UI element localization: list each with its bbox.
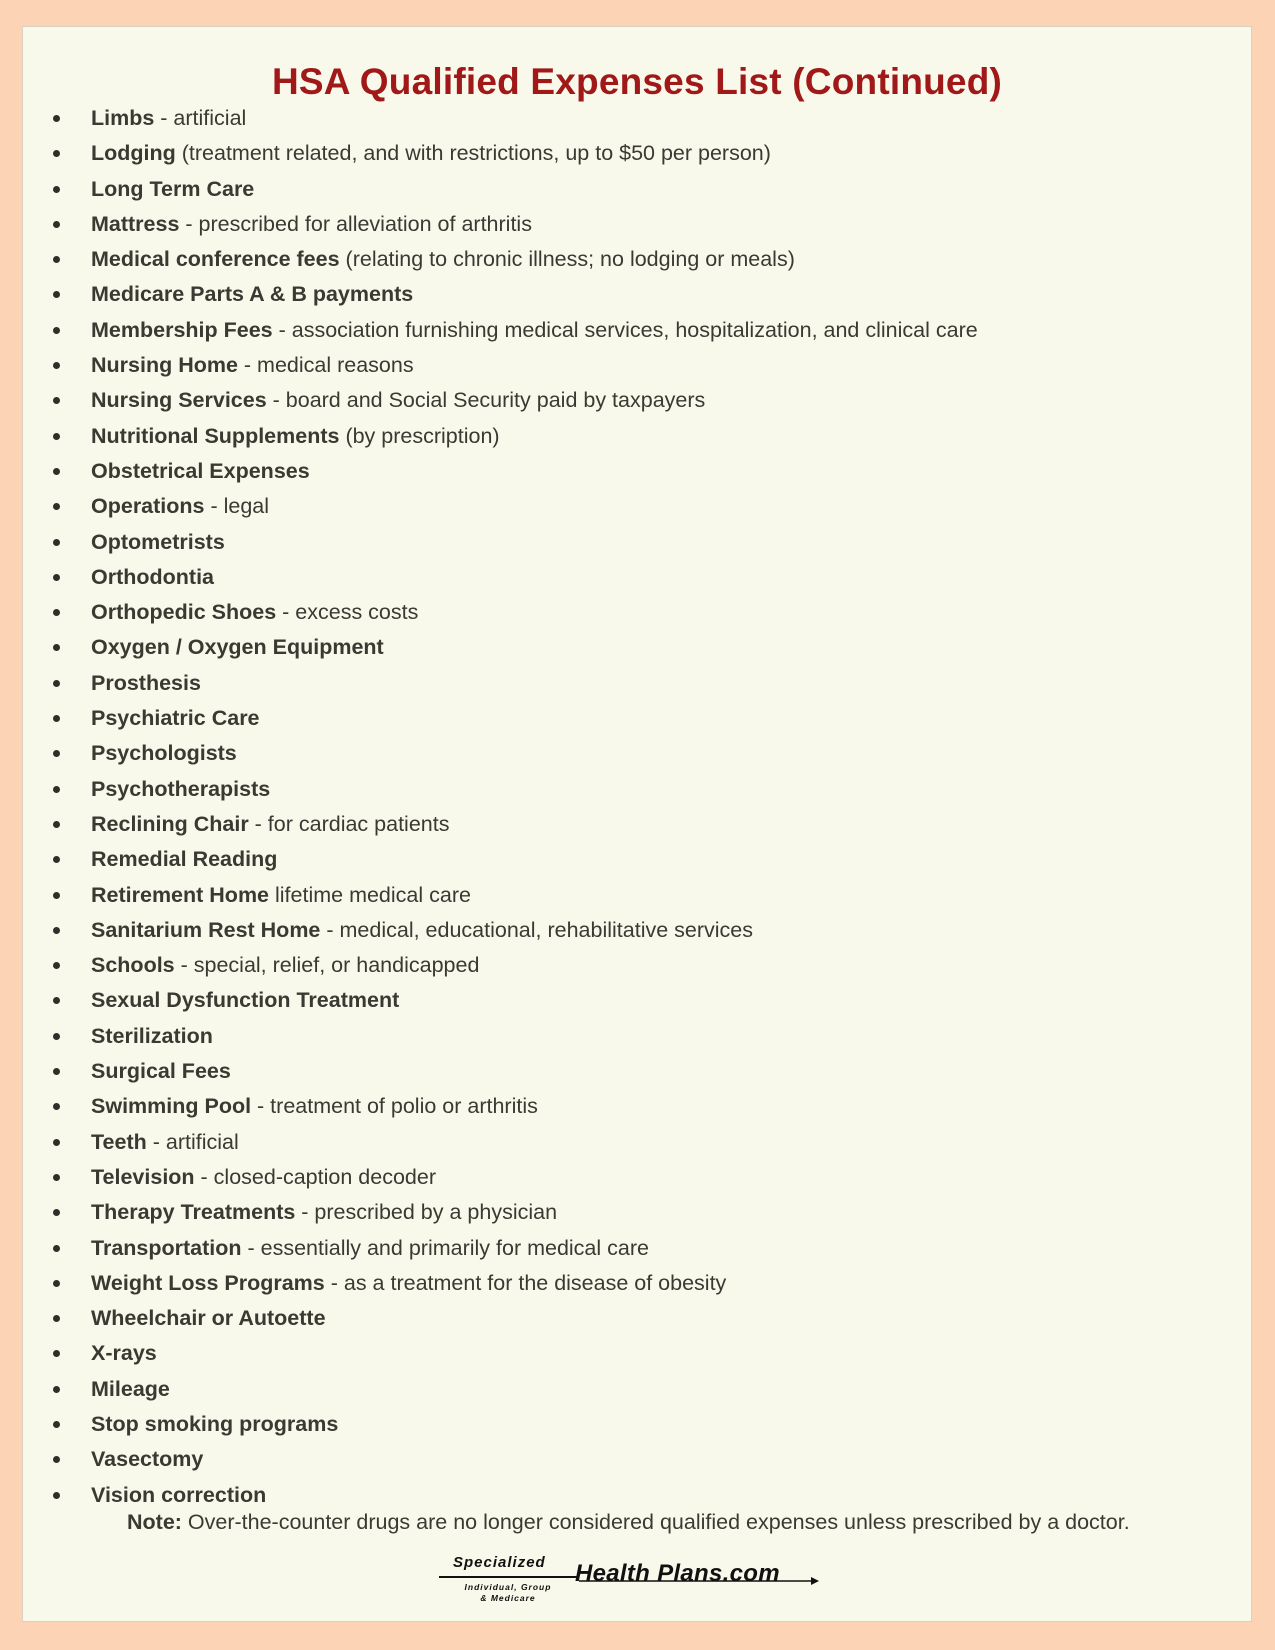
list-item-term: Obstetrical Expenses	[91, 458, 310, 483]
list-item-term: Membership Fees	[91, 317, 273, 342]
bullet-icon	[53, 433, 60, 440]
bullet-icon	[53, 1456, 60, 1463]
list-item-term: Lodging	[91, 141, 176, 166]
bullet-icon	[53, 186, 60, 193]
company-logo	[439, 1552, 839, 1612]
list-item-term: Wheelchair or Autoette	[91, 1306, 326, 1331]
list-item-text	[91, 842, 277, 877]
list-item-text	[91, 277, 413, 312]
list-item-text	[91, 101, 246, 136]
list-item-term: Nursing Home	[91, 353, 238, 378]
list-item-text	[91, 242, 795, 277]
document-page	[22, 26, 1252, 1622]
bullet-icon	[53, 927, 60, 934]
bullet-icon	[53, 680, 60, 687]
list-item-text	[91, 348, 414, 383]
list-item-text	[91, 313, 978, 348]
list-item-term: Nutritional Supplements	[91, 423, 340, 448]
list-item-text	[91, 1160, 436, 1195]
bullet-icon	[53, 1033, 60, 1040]
logo-main-text: Health Plans.com	[575, 1560, 780, 1587]
bullet-icon	[53, 644, 60, 651]
list-item-description: (by prescription)	[339, 423, 500, 448]
bullet-icon	[53, 962, 60, 969]
list-item-term: Therapy Treatments	[91, 1200, 296, 1225]
list-item-term: Limbs	[91, 106, 155, 130]
list-item-description: - artificial	[146, 1129, 239, 1154]
bullet-icon	[53, 1492, 60, 1499]
bullet-icon	[53, 892, 60, 899]
list-item-term: Surgical Fees	[91, 1059, 231, 1084]
list-item-term: Sexual Dysfunction Treatment	[91, 988, 400, 1013]
list-item-text	[91, 1407, 338, 1442]
bullet-icon	[53, 1386, 60, 1393]
bullet-icon	[53, 291, 60, 298]
bullet-icon	[53, 786, 60, 793]
list-item-text	[91, 1266, 726, 1301]
list-item-term: Sanitarium Rest Home	[91, 917, 321, 942]
list-item-description: lifetime medical care	[269, 882, 471, 907]
list-item-term: Psychologists	[91, 741, 237, 766]
list-item-description: - special, relief, or handicapped	[174, 953, 480, 978]
list-item-text	[91, 1301, 326, 1336]
list-item-description: - prescribed by a physician	[295, 1200, 558, 1225]
bullet-icon	[53, 1209, 60, 1216]
list-item-text	[91, 419, 500, 454]
bullet-icon	[53, 221, 60, 228]
list-item-description: - board and Social Security paid by taxpayers	[266, 388, 706, 413]
bullet-icon	[53, 256, 60, 263]
bullet-icon	[53, 1068, 60, 1075]
logo-subtext	[453, 1582, 563, 1604]
list-item-term: Medicare Parts A & B payments	[91, 282, 414, 307]
list-item-text	[91, 1336, 157, 1371]
bullet-icon	[53, 1280, 60, 1287]
list-item-text	[91, 983, 399, 1018]
list-item-text	[91, 560, 214, 595]
list-item-term: Vasectomy	[91, 1447, 204, 1472]
list-item-term: Optometrists	[91, 529, 225, 554]
bullet-icon	[53, 750, 60, 757]
list-item-description: - treatment of polio or arthritis	[251, 1094, 538, 1119]
list-item-text	[91, 913, 753, 948]
list-item-description: (relating to chronic illness; no lodging or meals)	[339, 247, 795, 272]
list-item-text	[91, 383, 705, 418]
list-item-term: Vision correction	[91, 1482, 267, 1507]
bullet-icon	[53, 1174, 60, 1181]
logo-divider	[439, 1576, 579, 1578]
list-item-term: Psychotherapists	[91, 776, 271, 801]
bullet-icon	[53, 1421, 60, 1428]
list-item-text	[91, 878, 471, 913]
list-item-term: X-rays	[91, 1341, 157, 1366]
list-item-description: - essentially and primarily for medical care	[241, 1235, 649, 1260]
list-item-term: Mileage	[91, 1376, 170, 1401]
list-item-term: Operations	[91, 494, 205, 519]
footnote	[127, 1510, 1130, 1535]
list-item-text	[91, 1195, 557, 1230]
list-item-term: Psychiatric Care	[91, 706, 260, 731]
list-item-term: Nursing Services	[91, 388, 267, 413]
list-item-term: Television	[91, 1164, 195, 1189]
list-item-text	[91, 1478, 266, 1513]
bullet-icon	[53, 1139, 60, 1146]
list-item-description: - for cardiac patients	[248, 811, 450, 836]
bullet-icon	[53, 362, 60, 369]
list-item-text	[91, 136, 771, 171]
bullet-icon	[53, 856, 60, 863]
list-item-term: Orthopedic Shoes	[91, 600, 277, 625]
list-item-description: - as a treatment for the disease of obesity	[324, 1270, 727, 1295]
bullet-icon	[53, 1350, 60, 1357]
arrow-icon	[579, 1576, 819, 1586]
list-item-text	[91, 1089, 538, 1124]
bullet-icon	[53, 609, 60, 616]
list-item-text	[91, 948, 479, 983]
list-item-term: Oxygen / Oxygen Equipment	[91, 635, 384, 660]
bullet-icon	[53, 1315, 60, 1322]
list-item-text	[91, 172, 254, 207]
list-item-text	[91, 1442, 203, 1477]
logo-sub-line2: & Medicare	[480, 1593, 536, 1603]
list-item-term: Swimming Pool	[91, 1094, 252, 1119]
list-item-text	[91, 595, 418, 630]
list-item-term: Reclining Chair	[91, 811, 249, 836]
list-item-term: Mattress	[91, 211, 180, 236]
page-title: HSA Qualified Expenses List (Continued)	[271, 61, 1003, 102]
list-item-text	[91, 1372, 170, 1407]
list-item-text	[91, 736, 237, 771]
list-item-term: Teeth	[91, 1129, 147, 1154]
list-item-term: Sterilization	[91, 1023, 213, 1048]
list-item-description: - medical, educational, rehabilitative services	[320, 917, 753, 942]
list-item-text	[91, 807, 449, 842]
list-item-text	[91, 489, 269, 524]
list-item-text	[91, 772, 270, 807]
list-item-term: Long Term Care	[91, 176, 255, 201]
list-item-text	[91, 1231, 649, 1266]
list-item-description: - association furnishing medical services, hospitalization, and clinical care	[272, 317, 978, 342]
list-item-term: Medical conference fees	[91, 247, 340, 272]
bullet-icon	[53, 574, 60, 581]
bullet-icon	[53, 327, 60, 334]
list-item-text	[91, 630, 384, 665]
logo-top-text: Specialized	[453, 1554, 546, 1571]
list-item-text	[91, 1019, 213, 1054]
bullet-icon	[53, 397, 60, 404]
list-item-text	[91, 666, 201, 701]
bullet-icon	[53, 150, 60, 157]
list-item-term: Weight Loss Programs	[91, 1270, 325, 1295]
bullet-icon	[53, 821, 60, 828]
bullet-icon	[53, 1245, 60, 1252]
list-item-description: - medical reasons	[237, 353, 414, 378]
list-item-text	[91, 454, 310, 489]
bullet-icon	[53, 468, 60, 475]
bullet-icon	[53, 115, 60, 122]
list-item-description: - legal	[204, 494, 270, 519]
bullet-icon	[53, 503, 60, 510]
list-item-text	[91, 701, 260, 736]
list-item-term: Orthodontia	[91, 564, 215, 589]
list-item-description: (treatment related, and with restrictions, up to $50 per person)	[175, 141, 771, 166]
list-item-term: Schools	[91, 953, 175, 978]
list-item-text	[91, 207, 532, 242]
note-label: Note:	[127, 1510, 182, 1534]
list-item-term: Stop smoking programs	[91, 1411, 339, 1436]
list-item-text	[91, 1125, 239, 1160]
list-item-term: Retirement Home	[91, 882, 270, 907]
list-item-description: - excess costs	[276, 600, 419, 625]
list-item-term: Prosthesis	[91, 670, 201, 695]
note-text: Over-the-counter drugs are no longer considered qualified expenses unless prescribed by a doctor.	[181, 1510, 1130, 1534]
logo-sub-line1: Individual, Group	[464, 1582, 552, 1592]
bullet-icon	[53, 715, 60, 722]
bullet-icon	[53, 1103, 60, 1110]
bullet-icon	[53, 997, 60, 1004]
list-item-description: - prescribed for alleviation of arthritis	[179, 211, 532, 236]
list-item-description: - artificial	[154, 106, 247, 130]
list-item-term: Transportation	[91, 1235, 242, 1260]
list-item-text	[91, 525, 225, 560]
list-item-description: - closed-caption decoder	[194, 1164, 436, 1189]
list-item-term: Remedial Reading	[91, 847, 278, 872]
list-item-text	[91, 1054, 231, 1089]
bullet-icon	[53, 539, 60, 546]
